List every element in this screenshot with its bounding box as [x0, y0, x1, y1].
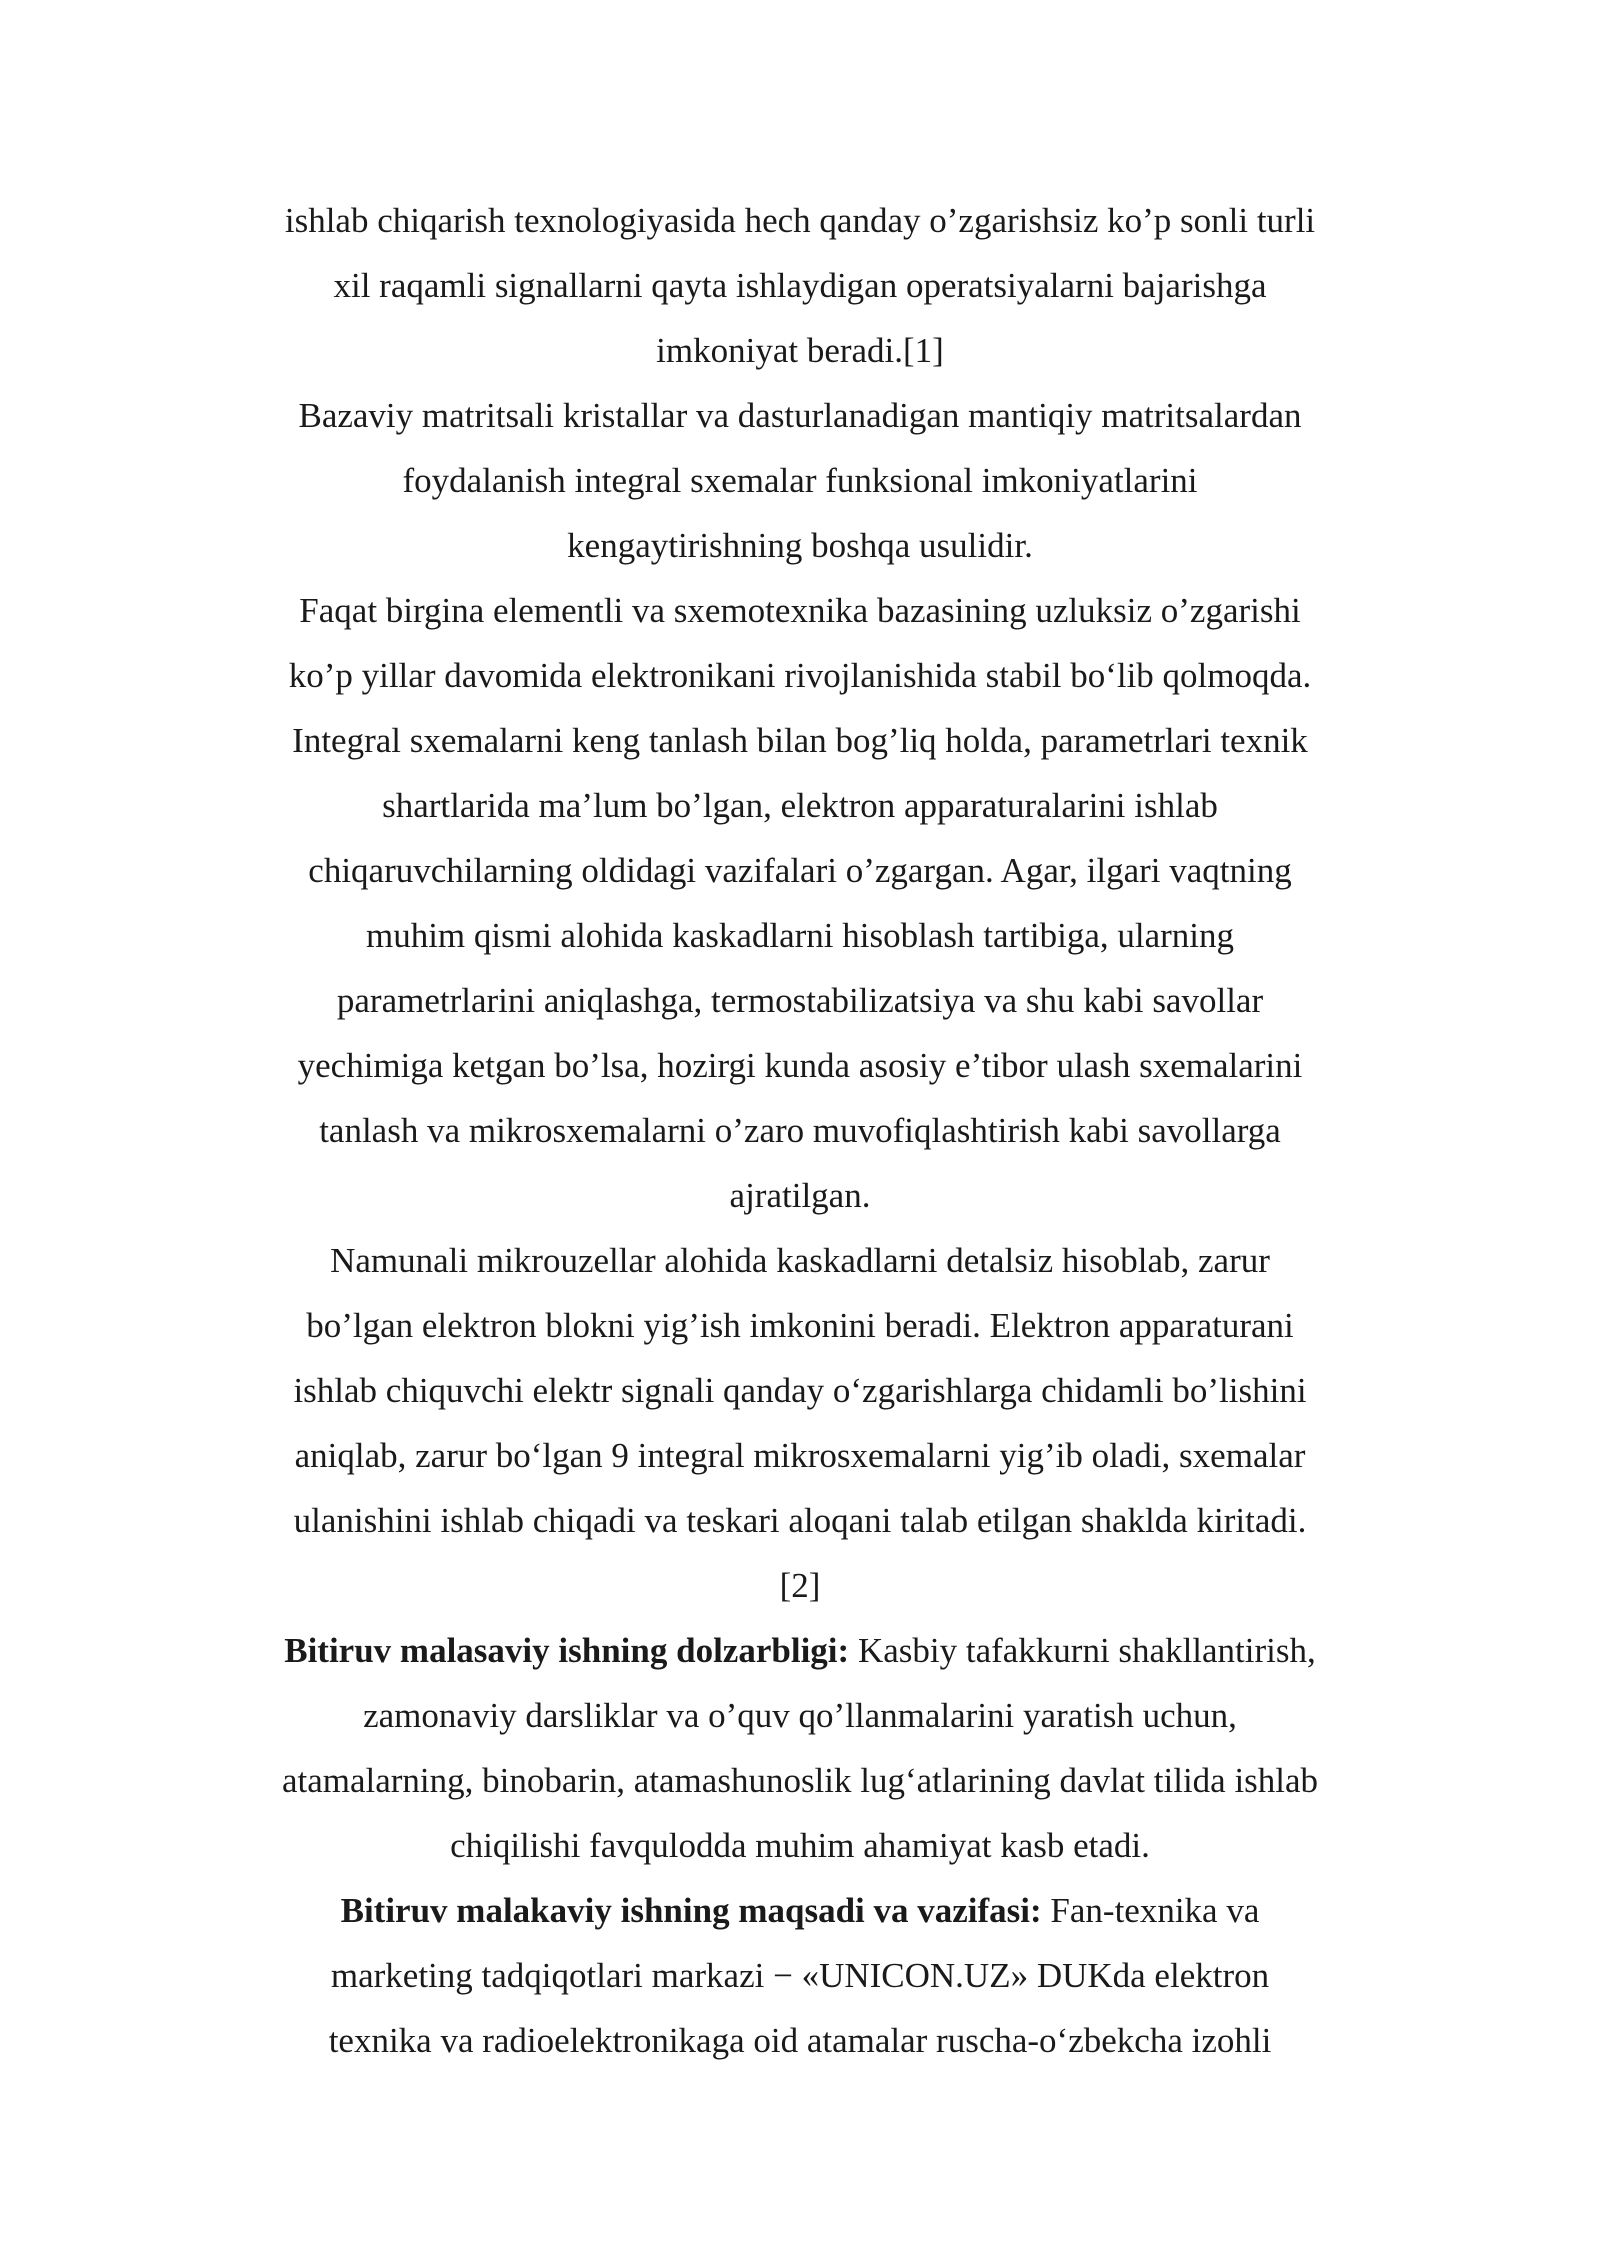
text-line: imkoniyat beradi.[1] — [656, 331, 944, 370]
text-line: xil raqamli signallarni qayta ishlaydigan operatsiyalarni bajarishga — [333, 266, 1267, 305]
text-line: muhim qismi alohida kaskadlarni hisoblash tartibiga, ularning — [365, 916, 1235, 955]
text-line: Faqat birgina elementli va sxemotexnika bazasining uzluksiz o’zgarishi — [299, 591, 1301, 630]
text-line: ulanishini ishlab chiqadi va teskari aloqani talab etilgan shaklda kiritadi. — [293, 1501, 1307, 1540]
text-line: zamonaviy darsliklar va o’quv qo’llanmalarini yaratish uchun, — [363, 1696, 1237, 1735]
text-line: atamalarning, binobarin, atamashunoslik lug‘atlarining davlat tilida ishlab — [281, 1761, 1319, 1800]
text-line: foydalanish integral sxemalar funksional imkoniyatlarini — [402, 461, 1198, 500]
text-line: parametrlarini aniqlashga, termostabilizatsiya va shu kabi savollar — [336, 981, 1264, 1020]
text-line: ishlab chiqarish texnologiyasida hech qanday o’zgarishsiz ko’p sonli turli — [284, 201, 1316, 240]
text-line: kengaytirishning boshqa usulidir. — [567, 526, 1033, 565]
text-line: shartlarida ma’lum bo’lgan, elektron apparaturalarini ishlab — [382, 786, 1218, 825]
text-line: bo’lgan elektron blokni yig’ish imkonini beradi. Elektron apparaturani — [306, 1306, 1294, 1345]
text-line: chiqaruvchilarning oldidagi vazifalari o’zgargan. Agar, ilgari vaqtning — [308, 851, 1292, 890]
text-line: tanlash va mikrosxemalarni o’zaro muvofiqlashtirish kabi savollarga — [319, 1111, 1281, 1150]
citation-line: [2] — [779, 1566, 821, 1605]
text-line: ko’p yillar davomida elektronikani rivojlanishida stabil bo‘lib qolmoqda. — [288, 656, 1312, 695]
relevance-text: Kasbiy tafakkurni shakllantirish, — [849, 1631, 1316, 1670]
text-line: chiqilishi favqulodda muhim ahamiyat kasb etadi. — [450, 1826, 1150, 1865]
text-line: ishlab chiquvchi elektr signali qanday o‘zgarishlarga chidamli bo’lishini — [293, 1371, 1307, 1410]
text-line: aniqlab, zarur bo‘lgan 9 integral mikrosxemalarni yig’ib oladi, sxemalar — [294, 1436, 1306, 1475]
text-line: Namunali mikrouzellar alohida kaskadlarni detalsiz hisoblab, zarur — [330, 1241, 1270, 1280]
text-line: texnika va radioelektronikaga oid atamalar ruscha-o‘zbekcha izohli — [328, 2021, 1272, 2060]
relevance-first-line — [200, 1618, 1400, 1683]
goal-text: Fan-texnika va — [1041, 1891, 1260, 1930]
text-line: Integral sxemalarni keng tanlash bilan bog’liq holda, parametrlari texnik — [292, 721, 1308, 760]
text-line: yechimiga ketgan bo’lsa, hozirgi kunda asosiy e’tibor ulash sxemalarini — [297, 1046, 1303, 1085]
document-body — [200, 188, 1400, 2073]
goal-first-line — [200, 1878, 1400, 1943]
relevance-heading: Bitiruv malasaviy ishning dolzarbligi: — [284, 1631, 850, 1670]
text-line: marketing tadqiqotlari markazi − «UNICON.UZ» DUKda elektron — [330, 1956, 1270, 1995]
text-line: Bazaviy matritsali kristallar va dasturlanadigan mantiqiy matritsalardan — [298, 396, 1302, 435]
goal-heading: Bitiruv malakaviy ishning maqsadi va vazifasi: — [340, 1891, 1042, 1930]
text-line: ajratilgan. — [729, 1176, 871, 1215]
